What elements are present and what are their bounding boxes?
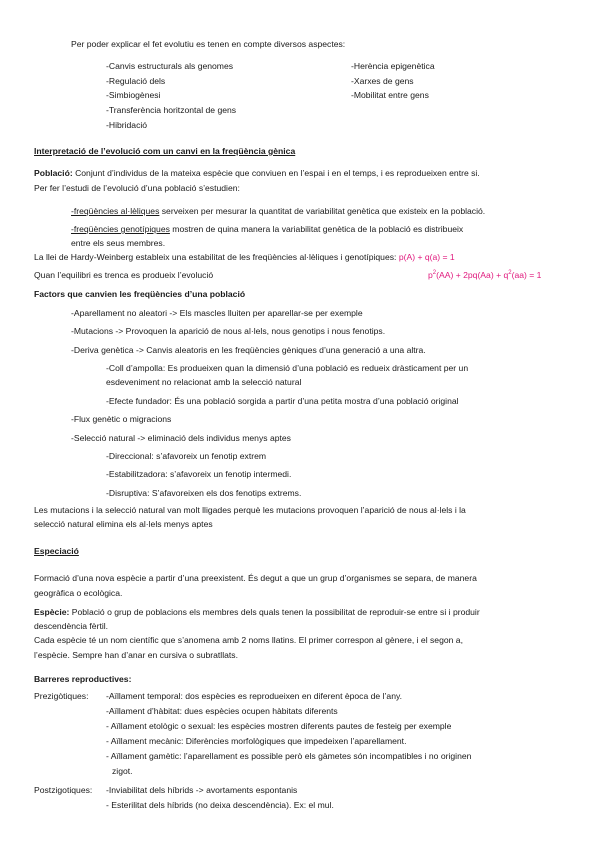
- aspect-item: -Transferència horitzontal de gens: [106, 105, 237, 115]
- hardy-weinberg-line: [34, 252, 455, 262]
- formula-part: (aa) = 1: [511, 270, 542, 280]
- term: -freqüències al·lèliques: [71, 206, 160, 216]
- paragraph-line: Formació d’una nova espècie a partir d’una preexistent. És degut a que un grup d’organismes se separa, de manera: [34, 573, 477, 583]
- sub-item: -Disruptiva: S’afavoreixen els dos fenotips extrems.: [106, 488, 302, 498]
- barrier-item: -Inviabilitat dels híbrids -> avortaments espontanis: [106, 785, 298, 795]
- sub-item: -Estabilitzadora: s’afavoreix un fenotip intermedi.: [106, 469, 292, 479]
- aspect-item: -Herència epigenètica: [351, 61, 435, 71]
- paragraph-line: Per fer l’estudi de l’evolució d’una població s’estudien:: [34, 183, 240, 193]
- definition: serveixen per mesurar la quantitat de variabilitat genètica que existeix en la població.: [159, 206, 486, 216]
- equilibrium-text: Quan l’equilibri es trenca es produeix l’evolució: [34, 270, 214, 280]
- section-heading: Especiació: [34, 546, 79, 556]
- aspect-item: -Xarxes de gens: [351, 76, 414, 86]
- definition: mostren de quina manera la variabilitat genètica de la població es distribueix: [169, 224, 464, 234]
- barrier-item: - Aïllament mecànic: Diferències morfològiques que impedeixen l’aparellament.: [106, 736, 407, 746]
- sub-item: -Direccional: s’afavoreix un fenotip extrem: [106, 451, 267, 461]
- barrier-item: - Aïllament etològic o sexual: les espècies mostren diferents pautes de festeig per exemple: [106, 721, 452, 731]
- aspect-item: -Mobilitat entre gens: [351, 90, 429, 100]
- formula: p(A) + q(a) = 1: [398, 252, 455, 262]
- genotype-formula: [428, 270, 541, 280]
- paragraph-line: descendència fèrtil.: [34, 621, 109, 631]
- postzygotic-label: Postzigotiques:: [34, 785, 93, 795]
- especie-definition: [34, 607, 480, 617]
- text: La llei de Hardy-Weinberg estableix una estabilitat de les freqüències al·lèliques i genotípiques:: [34, 252, 399, 262]
- freq-gen-line: [71, 224, 463, 234]
- barrier-item-continued: zigot.: [112, 766, 133, 776]
- barrier-item: -Aïllament d’hàbitat: dues espècies ocupen hàbitats diferents: [106, 706, 338, 716]
- aspect-item: -Hibridació: [106, 120, 148, 130]
- factor-item: -Selecció natural -> eliminació dels individus menys aptes: [71, 433, 291, 443]
- definition: Població o grup de poblacions els membres dels quals tenen la possibilitat de reproduir-se entre si i produir: [69, 607, 480, 617]
- formula-part: (AA) + 2pq(Aa) + q: [436, 270, 509, 280]
- section-heading: Interpretació de l’evolució com un canvi en la freqüència gènica: [34, 146, 296, 156]
- formula-part: p: [428, 270, 433, 280]
- barrier-item: -Aïllament temporal: dos espècies es reprodueixen en diferent època de l’any.: [106, 691, 403, 701]
- term: Espècie:: [34, 607, 70, 617]
- sub-item-continued: esdeveniment no relacionat amb la selecció natural: [106, 377, 302, 387]
- paragraph-line: entre els seus membres.: [71, 238, 166, 248]
- intro-text: Per poder explicar el fet evolutiu es tenen en compte diversos aspectes:: [71, 39, 346, 49]
- term: Població:: [34, 168, 73, 178]
- sub-item: -Coll d’ampolla: Es produeixen quan la dimensió d’una població es redueix dràsticament per un: [106, 363, 469, 373]
- formula-exponent: 2: [508, 270, 512, 277]
- paragraph-line: Cada espècie té un nom científic que s’anomena amb 2 noms llatins. El primer correspon al gènere, i el segon a,: [34, 635, 463, 645]
- barrier-item: - Esterilitat dels híbrids (no deixa descendència). Ex: el mul.: [106, 800, 334, 810]
- barrier-item: - Aïllament gamètic: l’aparellament es possible però els gàmetes són incompatibles i no originen: [106, 751, 472, 761]
- poblacio-definition: [34, 168, 480, 178]
- definition: Conjunt d’individus de la mateixa espècie que conviuen en l’espai i en el temps, i es reprodueixen entre si.: [72, 168, 480, 178]
- paragraph-line: selecció natural elimina els al·lels menys aptes: [34, 519, 213, 529]
- aspect-item: -Regulació dels: [106, 76, 166, 86]
- factor-item: -Mutacions -> Provoquen la aparició de nous al·lels, nous genotips i nous fenotips.: [71, 326, 386, 336]
- sub-item: -Efecte fundador: És una població sorgida a partir d’una petita mostra d’una població original: [106, 396, 459, 406]
- term: -freqüències genotípiques: [71, 224, 170, 234]
- aspect-item: -Canvis estructurals als genomes: [106, 61, 234, 71]
- prezygotic-label: Prezigòtiques:: [34, 691, 89, 701]
- factor-item: -Flux genètic o migracions: [71, 414, 172, 424]
- factors-heading: Factors que canvien les freqüències d’una població: [34, 289, 246, 299]
- paragraph-line: geogràfica o ecològica.: [34, 588, 123, 598]
- paragraph-line: l’espècie. Sempre han d’anar en cursiva o subratllats.: [34, 650, 238, 660]
- factor-item: -Aparellament no aleatori -> Els mascles lluiten per aparellar-se per exemple: [71, 308, 363, 318]
- formula-exponent: 2: [432, 270, 437, 277]
- paragraph-line: Les mutacions i la selecció natural van molt lligades perquè les mutacions provoquen l’aparició de nous al·lels i la: [34, 505, 466, 515]
- freq-allel-line: [71, 206, 485, 216]
- barreres-heading: Barreres reproductives:: [34, 674, 132, 684]
- aspect-item: -Simbiogènesi: [106, 90, 161, 100]
- factor-item: -Deriva genètica -> Canvis aleatoris en les freqüències gèniques d’una generació a una altra.: [71, 345, 426, 355]
